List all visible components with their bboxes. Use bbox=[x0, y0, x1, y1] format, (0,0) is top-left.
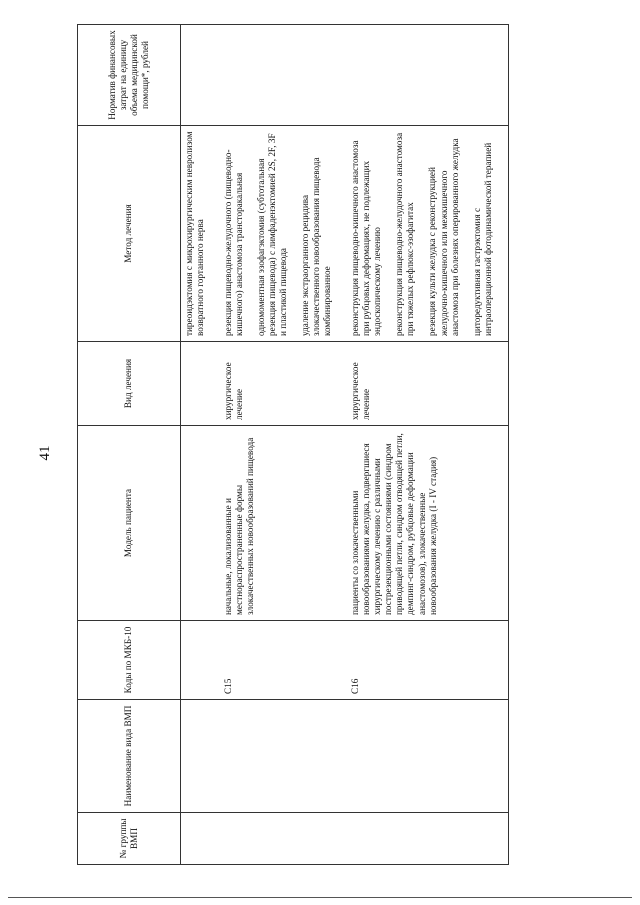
method-item: реконструкция пищеводно-желудочного анастомоза при тяжелых рефлюкс-эзофагитах bbox=[394, 132, 416, 336]
header-icd-codes: Коды по МКБ-10 bbox=[78, 621, 181, 700]
header-cost-norm: Норматив финансовых затрат на единицу объема медицинской помощи*, рублей bbox=[78, 25, 181, 126]
method-item: циторедуктивная гастрэктомия с интраоперационной фотодинамической терапией bbox=[471, 142, 493, 336]
cell-model: пациенты со злокачественными новообразованиями желудка, подвергшиеся хирургическому лечению с различными пострезекционными состояниями (синдром приводящей петли, синдром отводящей петли, демпинг-синдром, рубцовые деформации анастомозов), злокачественные новообразования желудка (I - IV стадия) bbox=[347, 426, 508, 621]
header-vmp-name: Наименование вида ВМП bbox=[78, 700, 181, 813]
cell-methods bbox=[347, 126, 508, 342]
header-treatment-type: Вид лечения bbox=[78, 342, 181, 426]
table-row bbox=[181, 25, 221, 865]
cell-cost bbox=[220, 25, 347, 126]
cell-methods bbox=[181, 126, 221, 342]
cell-cost bbox=[347, 25, 508, 126]
cell-treatment bbox=[181, 342, 221, 426]
method-item: резекция пищеводно-желудочного (пищеводно-кишечного) анастомоза трансторакальная bbox=[223, 149, 245, 336]
table-row bbox=[347, 25, 508, 865]
table-header-row bbox=[78, 25, 181, 865]
vmp-table bbox=[77, 24, 509, 865]
cell-name bbox=[181, 700, 221, 813]
cell-model: начальные, локализованные и местнораспространенные формы злокачественных новообразований пищевода bbox=[220, 426, 347, 621]
header-group-number: № группы ВМП bbox=[78, 813, 181, 865]
cell-treatment: хирургическое лечение bbox=[220, 342, 347, 426]
cell-name bbox=[220, 700, 347, 813]
page-number: 41 bbox=[37, 445, 53, 461]
method-item: реконструкция пищеводно-кишечного анастомоза при рубцовых деформациях, не подлежащих эндоскопическому лечению bbox=[350, 140, 383, 336]
cell-codes: C15 bbox=[220, 621, 347, 700]
rotated-page bbox=[77, 25, 607, 865]
cell-treatment: хирургическое лечение bbox=[347, 342, 508, 426]
header-patient-model: Модель пациента bbox=[78, 426, 181, 621]
method-item: тиреоидэктомия с микрохирургическим невролизом возвратного гортанного нерва bbox=[184, 131, 206, 336]
header-treatment-method: Метод лечения bbox=[78, 126, 181, 342]
cell-model bbox=[181, 426, 221, 621]
cell-group bbox=[181, 813, 221, 865]
method-item: удаление экстраорганного рецидива злокачественного новообразования пищевода комбинированное bbox=[300, 157, 333, 336]
cell-methods bbox=[220, 126, 347, 342]
method-item: одномоментная эзофагэктомия (субтотальная резекция пищевода) с лимфаденэктомией 2S, 2F, 3F и пластикой пищевода bbox=[256, 133, 289, 336]
cell-group bbox=[347, 813, 508, 865]
cell-cost bbox=[181, 25, 221, 126]
cell-codes: C16 bbox=[347, 621, 508, 700]
page-bottom-rule bbox=[8, 897, 632, 898]
method-item: резекция культи желудка с реконструкцией желудочно-кишечного или межкишечного анастомоза при болезнях оперированного желудка bbox=[427, 138, 460, 336]
cell-group bbox=[220, 813, 347, 865]
table-row bbox=[220, 25, 347, 865]
cell-name bbox=[347, 700, 508, 813]
cell-codes bbox=[181, 621, 221, 700]
